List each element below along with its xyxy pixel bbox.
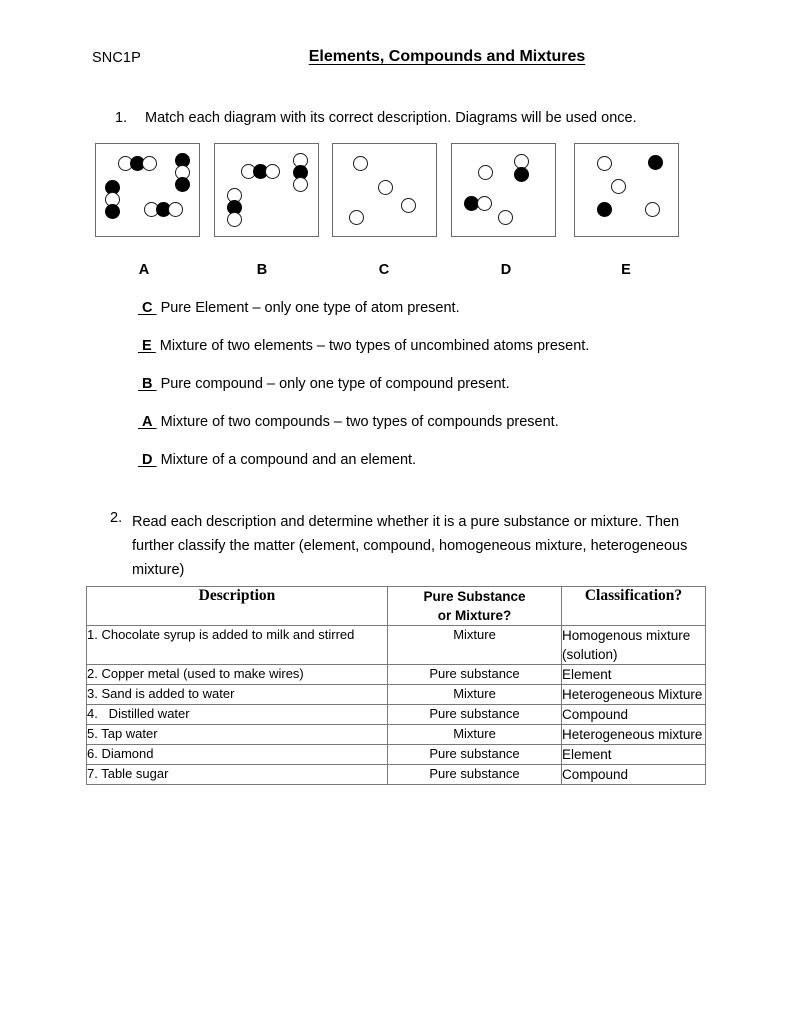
diagram-box-e	[574, 143, 679, 237]
cell-pure-or-mixture[interactable]: Pure substance	[388, 665, 562, 685]
answer-line-1	[138, 300, 738, 338]
cell-classification[interactable]: Compound	[562, 765, 706, 785]
answer-line-5	[138, 452, 738, 490]
question-1-text: Match each diagram with its correct description. Diagrams will be used once.	[145, 110, 637, 126]
white-atom-icon	[611, 179, 626, 194]
black-atom-icon	[648, 155, 663, 170]
answer-line-3	[138, 376, 738, 414]
cell-classification[interactable]: Compound	[562, 705, 706, 725]
answer-key-1[interactable]: C	[142, 300, 153, 316]
table-row	[87, 765, 706, 785]
table-row	[87, 665, 706, 685]
white-atom-icon	[293, 177, 308, 192]
cell-pure-or-mixture[interactable]: Mixture	[388, 685, 562, 705]
answer-text-2: Mixture of two elements – two types of uncombined atoms present.	[155, 338, 590, 354]
cell-description: 6. Diamond	[87, 745, 388, 765]
white-atom-icon	[227, 212, 242, 227]
answer-key-5[interactable]: D	[142, 452, 153, 468]
table-row	[87, 685, 706, 705]
table-row	[87, 626, 706, 665]
answer-list	[138, 300, 738, 490]
question-2-number: 2.	[110, 510, 123, 526]
cell-pure-or-mixture[interactable]: Mixture	[388, 725, 562, 745]
question-1-number: 1.	[115, 110, 128, 126]
white-atom-icon	[349, 210, 364, 225]
table-header-description: Description	[87, 587, 388, 626]
table-header-pure-line1: Pure Substance	[423, 589, 526, 604]
cell-description: 4. Distilled water	[87, 705, 388, 725]
table-header-pure-or-mixture	[388, 587, 562, 626]
table-row	[87, 725, 706, 745]
diagram-label-b: B	[256, 262, 268, 278]
table-row	[87, 705, 706, 725]
classification-table	[86, 586, 706, 785]
table-header-pure-line2: or Mixture?	[437, 608, 512, 623]
black-atom-icon	[597, 202, 612, 217]
cell-classification[interactable]: Element	[562, 665, 706, 685]
cell-classification[interactable]: Homogenous mixture (solution)	[562, 626, 706, 665]
white-atom-icon	[265, 164, 280, 179]
cell-pure-or-mixture[interactable]: Pure substance	[388, 765, 562, 785]
cell-classification[interactable]: Heterogeneous mixture	[562, 725, 706, 745]
cell-description: 1. Chocolate syrup is added to milk and stirred	[87, 626, 388, 665]
cell-description: 7. Table sugar	[87, 765, 388, 785]
diagram-label-row	[0, 262, 791, 282]
question-2-text: Read each description and determine whether it is a pure substance or mixture. Then further classify the matter (element, compound, homogeneous mixture, heterogeneous mixture)	[132, 514, 688, 578]
answer-key-3[interactable]: B	[142, 376, 153, 392]
table-body	[87, 626, 706, 785]
cell-classification[interactable]: Heterogeneous Mixture	[562, 685, 706, 705]
diagram-box-d	[451, 143, 556, 237]
black-atom-icon	[175, 177, 190, 192]
black-atom-icon	[514, 167, 529, 182]
cell-description: 5. Tap water	[87, 725, 388, 745]
diagram-label-a: A	[138, 262, 150, 278]
black-atom-icon	[105, 204, 120, 219]
white-atom-icon	[645, 202, 660, 217]
answer-line-4	[138, 414, 738, 452]
cell-description: 2. Copper metal (used to make wires)	[87, 665, 388, 685]
table-row	[87, 745, 706, 765]
cell-pure-or-mixture[interactable]: Pure substance	[388, 745, 562, 765]
white-atom-icon	[597, 156, 612, 171]
table-header-row	[87, 587, 706, 626]
white-atom-icon	[401, 198, 416, 213]
diagram-box-b	[214, 143, 319, 237]
page-title: Elements, Compounds and Mixtures	[308, 48, 586, 65]
white-atom-icon	[378, 180, 393, 195]
answer-key-2[interactable]: E	[142, 338, 152, 354]
white-atom-icon	[353, 156, 368, 171]
diagram-label-d: D	[500, 262, 512, 278]
white-atom-icon	[168, 202, 183, 217]
answer-text-5: Mixture of a compound and an element.	[156, 452, 417, 468]
page-header	[92, 48, 712, 72]
table-header-classification: Classification?	[562, 587, 706, 626]
answer-text-4: Mixture of two compounds – two types of compounds present.	[156, 414, 559, 430]
course-code: SNC1P	[92, 50, 141, 66]
diagram-box-c	[332, 143, 437, 237]
white-atom-icon	[478, 165, 493, 180]
answer-line-2	[138, 338, 738, 376]
cell-pure-or-mixture[interactable]: Mixture	[388, 626, 562, 665]
diagram-label-c: C	[378, 262, 390, 278]
diagram-label-e: E	[621, 262, 631, 278]
cell-classification[interactable]: Element	[562, 745, 706, 765]
cell-description: 3. Sand is added to water	[87, 685, 388, 705]
answer-text-3: Pure compound – only one type of compound present.	[156, 376, 510, 392]
cell-pure-or-mixture[interactable]: Pure substance	[388, 705, 562, 725]
white-atom-icon	[498, 210, 513, 225]
answer-key-4[interactable]: A	[142, 414, 153, 430]
white-atom-icon	[477, 196, 492, 211]
answer-text-1: Pure Element – only one type of atom present.	[156, 300, 460, 316]
diagram-box-row	[0, 143, 791, 243]
white-atom-icon	[142, 156, 157, 171]
diagram-box-a	[95, 143, 200, 237]
